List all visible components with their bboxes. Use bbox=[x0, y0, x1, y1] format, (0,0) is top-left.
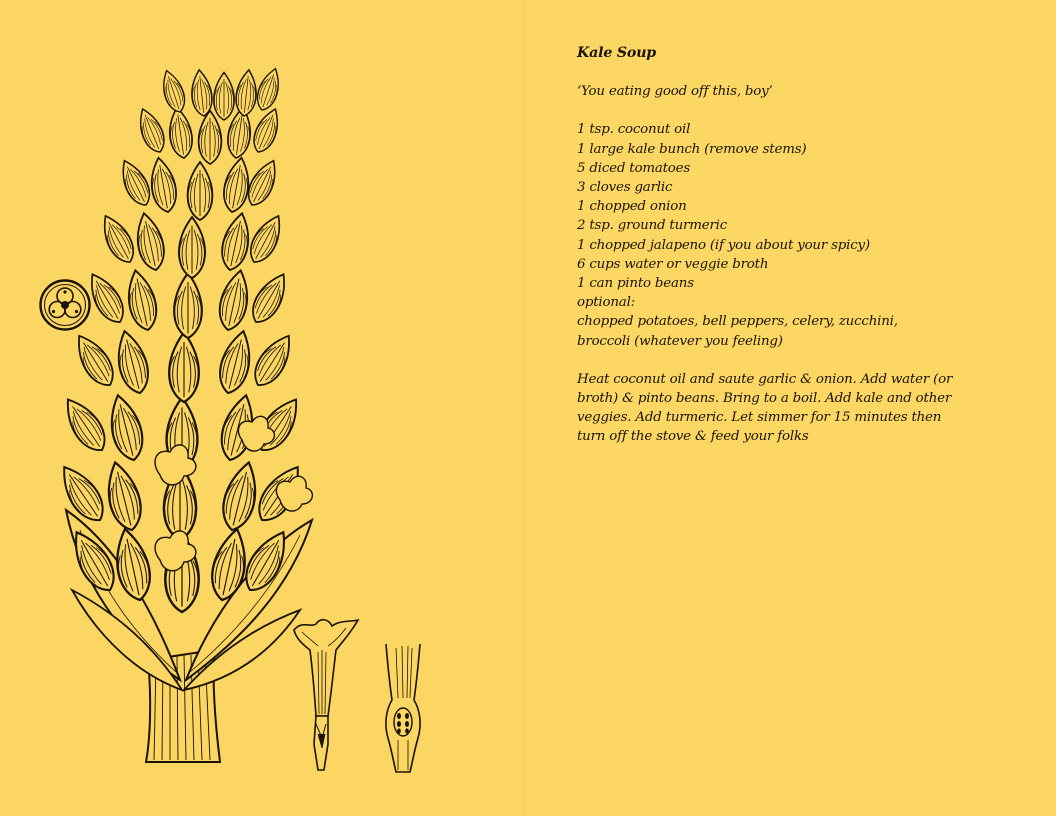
single-flower-illustration bbox=[288, 616, 362, 776]
plant-illustration bbox=[0, 0, 522, 816]
ingredient-item: 2 tsp. ground turmeric bbox=[577, 218, 728, 234]
ingredient-item: 5 diced tomatoes bbox=[577, 160, 691, 176]
recipe-text bbox=[577, 44, 977, 447]
ingredient-item: 1 chopped onion bbox=[577, 199, 687, 215]
ingredient-list bbox=[577, 120, 977, 293]
optional-label: optional: bbox=[577, 295, 635, 311]
optional-items: chopped potatoes, bell peppers, celery, zucchini, broccoli (whatever you feeling) bbox=[577, 314, 898, 349]
ingredient-item: 1 can pinto beans bbox=[577, 276, 694, 292]
recipe-quote: ‘You eating good off this, boy’ bbox=[577, 84, 773, 100]
ingredient-item: 1 chopped jalapeno (if you about your spicy) bbox=[577, 237, 870, 253]
ingredient-item: 6 cups water or veggie broth bbox=[577, 256, 769, 272]
ingredient-item: 3 cloves garlic bbox=[577, 180, 673, 196]
recipe-title: Kale Soup bbox=[577, 45, 657, 61]
left-page bbox=[0, 0, 522, 816]
ingredient-item: 1 tsp. coconut oil bbox=[577, 122, 691, 138]
ingredient-item: 1 large kale bunch (remove stems) bbox=[577, 141, 807, 157]
flower-cross-section-illustration bbox=[380, 640, 426, 776]
recipe-method: Heat coconut oil and saute garlic & onion. Add water (or broth) & pinto beans. Bring to a boil. Add kale and other veggies. Add turmeric. Let simmer for 15 minutes then turn off the stove & feed your folks bbox=[577, 371, 953, 445]
